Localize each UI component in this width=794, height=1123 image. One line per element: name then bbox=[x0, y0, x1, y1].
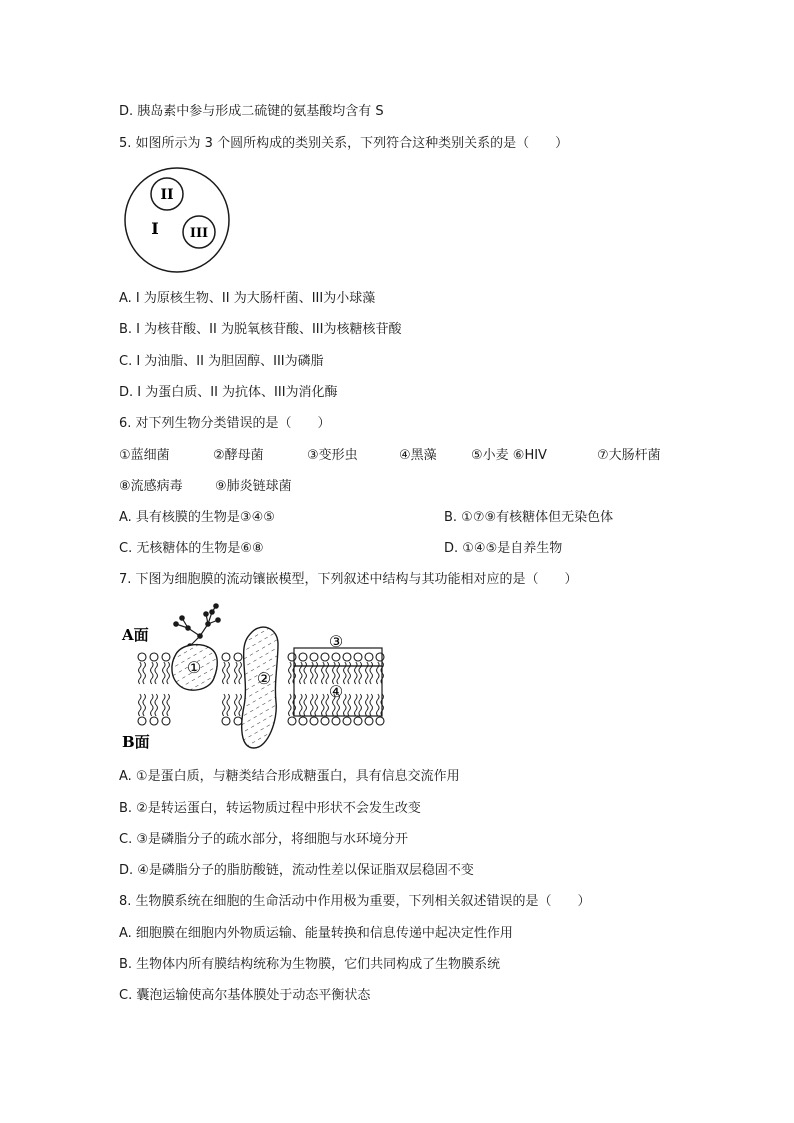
q6-item: ①蓝细菌 bbox=[119, 448, 170, 463]
q4-option-d: D. 胰岛素中参与形成二硫键的氨基酸均含有 S bbox=[119, 104, 384, 119]
venn-diagram bbox=[122, 165, 234, 273]
marker-2: ② bbox=[256, 669, 272, 688]
q8-option-c: C. 囊泡运输使高尔基体膜处于动态平衡状态 bbox=[119, 988, 371, 1003]
q8-stem: 8. 生物膜系统在细胞的生命活动中作用极为重要，下列相关叙述错误的是（ ） bbox=[119, 894, 591, 909]
q6-option-a: A. 具有核膜的生物是③④⑤ bbox=[119, 510, 275, 525]
q6-item: ②酵母菌 bbox=[213, 448, 264, 463]
label-iii: III bbox=[189, 226, 209, 241]
sugar-chain bbox=[174, 604, 220, 648]
q6-option-c: C. 无核糖体的生物是⑥⑧ bbox=[119, 541, 264, 556]
q6-item: ④黑藻 bbox=[399, 448, 437, 463]
q5-option-a: A. I 为原核生物、II 为大肠杆菌、III为小球藻 bbox=[119, 291, 376, 306]
q5-option-c: C. I 为油脂、II 为胆固醇、III为磷脂 bbox=[119, 354, 324, 369]
label-ii: II bbox=[160, 187, 174, 203]
marker-4: ④ bbox=[328, 682, 344, 701]
q6-item: ⑤小麦 ⑥HIV bbox=[471, 448, 547, 463]
face-a-label: A面 bbox=[122, 626, 149, 644]
q7-stem: 7. 下图为细胞膜的流动镶嵌模型，下列叙述中结构与其功能相对应的是（ ） bbox=[119, 572, 578, 587]
q6-option-b: B. ①⑦⑨有核糖体但无染色体 bbox=[444, 510, 614, 525]
membrane-model-diagram bbox=[118, 602, 398, 752]
q8-option-a: A. 细胞膜在细胞内外物质运输、能量转换和信息传递中起决定性作用 bbox=[119, 926, 513, 941]
q7-option-d: D. ④是磷脂分子的脂肪酸链，流动性差以保证脂双层稳固不变 bbox=[119, 863, 474, 878]
q6-stem: 6. 对下列生物分类错误的是（ ） bbox=[119, 416, 331, 431]
q7-option-a: A. ①是蛋白质，与糖类结合形成糖蛋白，具有信息交流作用 bbox=[119, 769, 460, 784]
q7-option-c: C. ③是磷脂分子的疏水部分，将细胞与水环境分开 bbox=[119, 832, 408, 847]
q6-item: ⑨肺炎链球菌 bbox=[215, 479, 292, 494]
q5-option-b: B. I 为核苷酸、II 为脱氧核苷酸、III为核糖核苷酸 bbox=[119, 322, 402, 337]
q6-option-d: D. ①④⑤是自养生物 bbox=[444, 541, 563, 556]
q5-option-d: D. I 为蛋白质、II 为抗体、III为消化酶 bbox=[119, 385, 338, 400]
q6-item: ⑦大肠杆菌 bbox=[597, 448, 661, 463]
q6-items-row2 bbox=[119, 479, 292, 495]
q6-items-row1 bbox=[119, 448, 661, 464]
outer-circle bbox=[125, 168, 229, 272]
q8-option-b: B. 生物体内所有膜结构统称为生物膜，它们共同构成了生物膜系统 bbox=[119, 957, 501, 972]
marker-3: ③ bbox=[328, 632, 344, 651]
label-i: I bbox=[151, 219, 159, 238]
marker-1: ① bbox=[186, 658, 202, 677]
q5-stem: 5. 如图所示为 3 个圆所构成的类别关系，下列符合这种类别关系的是（ ） bbox=[119, 136, 569, 151]
q6-item: ③变形虫 bbox=[307, 448, 358, 463]
face-b-label: B面 bbox=[122, 733, 150, 751]
q7-option-b: B. ②是转运蛋白，转运物质过程中形状不会发生改变 bbox=[119, 801, 421, 816]
q6-item: ⑧流感病毒 bbox=[119, 479, 183, 494]
